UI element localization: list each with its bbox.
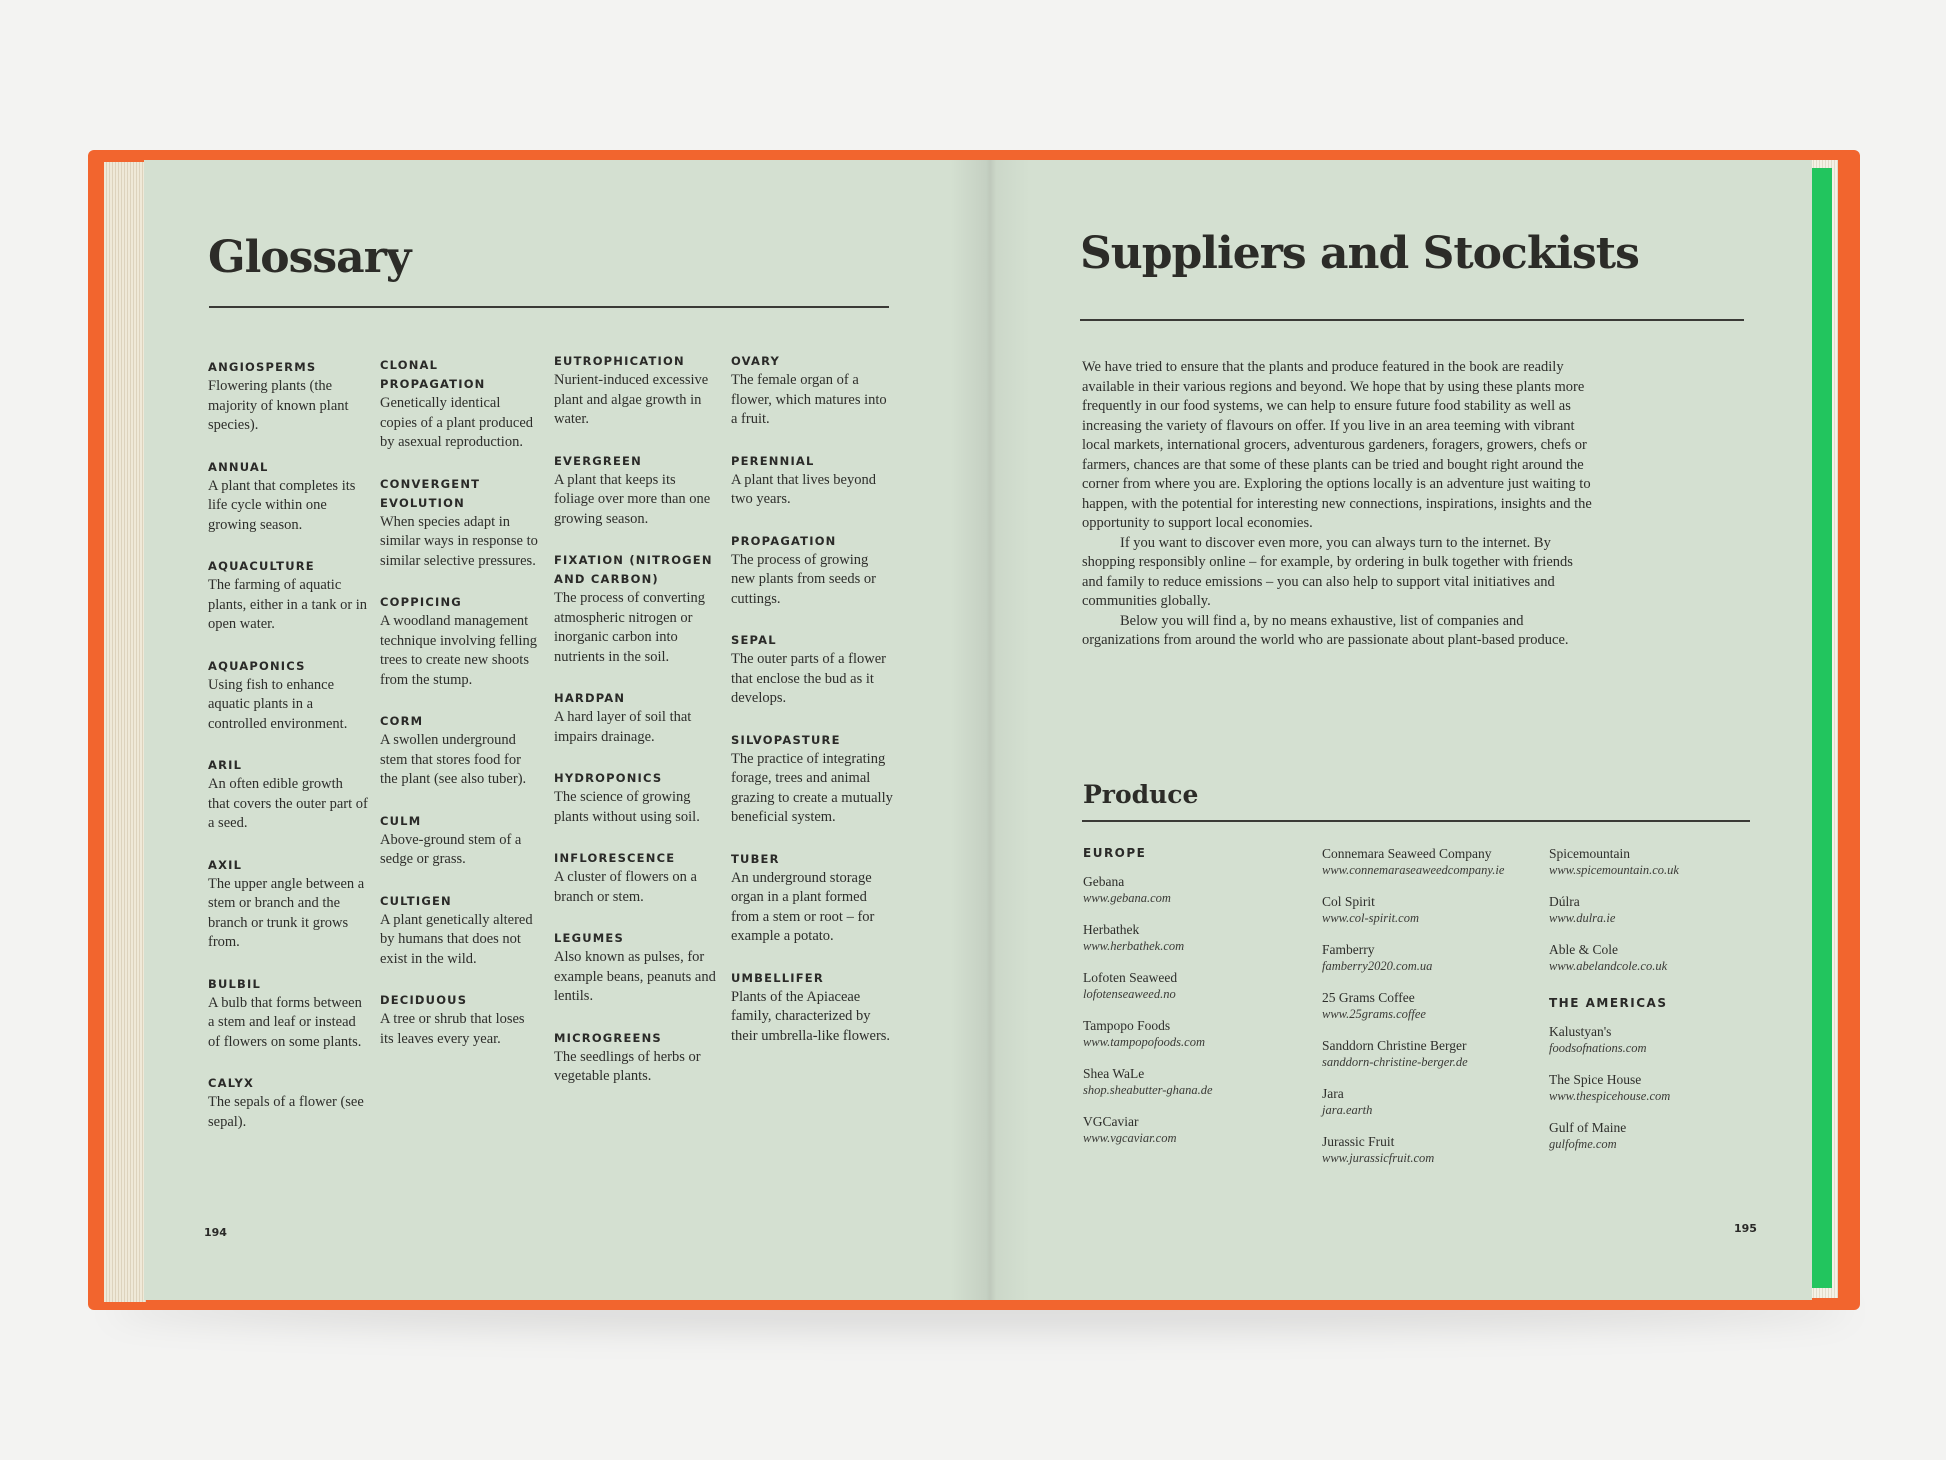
suppliers-intro bbox=[1082, 358, 1592, 651]
glossary-definition: A plant that lives beyond two years. bbox=[731, 471, 876, 507]
glossary-definition: A cluster of flowers on a branch or stem. bbox=[554, 869, 697, 905]
glossary-entry bbox=[731, 352, 896, 430]
glossary-term: PERENNIAL bbox=[731, 453, 815, 468]
supplier-url: famberry2020.com.ua bbox=[1322, 959, 1433, 973]
supplier-entry bbox=[1322, 1038, 1542, 1070]
glossary-definition: An often edible growth that covers the outer part of a seed. bbox=[208, 776, 368, 831]
glossary-definition: A plant that keeps its foliage over more than one growing season. bbox=[554, 471, 711, 527]
glossary-term: EVERGREEN bbox=[554, 453, 642, 468]
produce-rule bbox=[1082, 820, 1750, 822]
glossary-entry bbox=[380, 712, 540, 790]
glossary-term: ANNUAL bbox=[208, 459, 269, 474]
glossary-term: TUBER bbox=[731, 851, 780, 866]
glossary-column-1 bbox=[208, 358, 368, 1154]
produce-heading: Produce bbox=[1083, 780, 1199, 809]
supplier-name: Sanddorn Christine Berger bbox=[1322, 1038, 1467, 1053]
supplier-url: www.gebana.com bbox=[1083, 891, 1171, 905]
supplier-entry bbox=[1083, 1066, 1303, 1098]
supplier-name: Shea WaLe bbox=[1083, 1066, 1145, 1081]
supplier-name: The Spice House bbox=[1549, 1072, 1642, 1087]
glossary-definition: Flowering plants (the majority of known plant species). bbox=[208, 378, 349, 433]
glossary-entry bbox=[380, 356, 540, 453]
supplier-url: foodsofnations.com bbox=[1549, 1041, 1647, 1055]
supplier-url: www.thespicehouse.com bbox=[1549, 1089, 1671, 1103]
glossary-title-rule bbox=[209, 306, 889, 308]
supplier-url: www.spicemountain.co.uk bbox=[1549, 863, 1679, 877]
glossary-entry bbox=[554, 689, 719, 747]
supplier-name: Jurassic Fruit bbox=[1322, 1134, 1395, 1149]
glossary-term: LEGUMES bbox=[554, 931, 624, 945]
glossary-definition: The seedlings of herbs or vegetable plants. bbox=[554, 1048, 701, 1084]
glossary-entry bbox=[208, 358, 368, 436]
supplier-entry bbox=[1083, 922, 1303, 954]
glossary-definition: The process of growing new plants from seeds or cuttings. bbox=[731, 551, 876, 607]
glossary-entry bbox=[731, 850, 896, 947]
supplier-name: Famberry bbox=[1322, 942, 1375, 957]
glossary-term: HYDROPONICS bbox=[554, 771, 663, 785]
glossary-entry bbox=[554, 452, 719, 530]
glossary-term: BULBIL bbox=[208, 976, 262, 991]
glossary-entry bbox=[554, 929, 719, 1007]
glossary-entry bbox=[731, 631, 896, 709]
glossary-definition: Genetically identical copies of a plant produced by asexual reproduction. bbox=[380, 395, 534, 450]
glossary-definition: Nurient-induced excessive plant and algae growth in water. bbox=[554, 372, 709, 427]
glossary-definition: A hard layer of soil that impairs drainage. bbox=[554, 709, 692, 745]
glossary-definition: When species adapt in similar ways in response to similar selective pressures. bbox=[380, 513, 538, 569]
supplier-entry bbox=[1083, 1114, 1303, 1146]
glossary-definition: Also known as pulses, for example beans, peanuts and lentils. bbox=[554, 949, 716, 1004]
supplier-name: 25 Grams Coffee bbox=[1322, 990, 1415, 1005]
glossary-definition: The practice of integrating forage, trees and animal grazing to create a mutually beneficial system. bbox=[731, 750, 893, 825]
supplier-column-2 bbox=[1322, 846, 1542, 1182]
glossary-entry bbox=[731, 452, 896, 510]
supplier-entry bbox=[1083, 874, 1303, 906]
glossary-term: ANGIOSPERMS bbox=[208, 360, 317, 374]
glossary-definition: A plant genetically altered by humans that does not exist in the wild. bbox=[380, 911, 533, 967]
supplier-entry bbox=[1322, 942, 1542, 974]
supplier-name: Kalustyan's bbox=[1549, 1024, 1612, 1039]
glossary-entry bbox=[208, 975, 368, 1053]
glossary-term: CORM bbox=[380, 714, 424, 728]
page-edges-left bbox=[104, 162, 146, 1302]
suppliers-title-rule bbox=[1080, 319, 1744, 321]
supplier-column-1 bbox=[1083, 846, 1303, 1162]
supplier-entry bbox=[1083, 970, 1303, 1002]
supplier-entry bbox=[1549, 1120, 1749, 1152]
glossary-entry bbox=[380, 475, 540, 572]
glossary-column-2 bbox=[380, 356, 540, 1071]
supplier-entry bbox=[1549, 1072, 1749, 1104]
glossary-term: PROPAGATION bbox=[731, 533, 837, 548]
green-bookmark-strip bbox=[1812, 168, 1832, 1288]
supplier-name: Jara bbox=[1322, 1086, 1344, 1101]
glossary-term: UMBELLIFER bbox=[731, 970, 824, 985]
supplier-entry bbox=[1322, 1134, 1542, 1166]
glossary-definition: An underground storage organ in a plant formed from a stem or root – for example a potato. bbox=[731, 869, 875, 944]
glossary-term: FIXATION (NITROGEN AND CARBON) bbox=[554, 553, 713, 586]
glossary-term: CALYX bbox=[208, 1076, 255, 1090]
glossary-term: SEPAL bbox=[731, 633, 777, 647]
supplier-entry bbox=[1549, 1024, 1749, 1056]
glossary-entry bbox=[380, 812, 540, 870]
supplier-url: gulfofme.com bbox=[1549, 1137, 1617, 1151]
supplier-name: Connemara Seaweed Company bbox=[1322, 846, 1492, 861]
glossary-entry bbox=[208, 458, 368, 536]
supplier-name: Gulf of Maine bbox=[1549, 1120, 1627, 1135]
glossary-definition: A plant that completes its life cycle within one growing season. bbox=[208, 477, 356, 533]
glossary-term: ARIL bbox=[208, 758, 243, 772]
supplier-url: shop.sheabutter-ghana.de bbox=[1083, 1083, 1213, 1097]
intro-paragraph-1: We have tried to ensure that the plants and produce featured in the book are readily available in their various regions and beyond. We hope that by using these plants more frequently in our food systems, we can help to ensure future food stability as well as increasing the variety of flavours on offer. If you live in an area teeming with vibrant local markets, international grocers, adventurous gardeners, foragers, growers, chefs or farmers, chances are that some of these plants can be tried and bought right around the corner from where you are. Exploring the options locally is an adventure just waiting to happen, with the potential for interesting new connections, inspirations, insights and the opportunity to support local economies. bbox=[1082, 359, 1592, 531]
glossary-definition: A swollen underground stem that stores food for the plant (see also tuber). bbox=[380, 732, 527, 787]
region-heading: EUROPE bbox=[1083, 846, 1147, 860]
glossary-term: HARDPAN bbox=[554, 691, 626, 705]
supplier-url: lofotenseaweed.no bbox=[1083, 987, 1176, 1001]
glossary-term: CULM bbox=[380, 813, 422, 828]
glossary-term: MICROGREENS bbox=[554, 1030, 662, 1045]
glossary-term: INFLORESCENCE bbox=[554, 851, 676, 865]
glossary-definition: Plants of the Apiaceae family, characterized by their umbrella-like flowers. bbox=[731, 988, 891, 1044]
supplier-entry bbox=[1549, 894, 1749, 926]
glossary-definition: The female organ of a flower, which matures into a fruit. bbox=[731, 372, 887, 427]
supplier-entry bbox=[1549, 942, 1749, 974]
supplier-url: www.herbathek.com bbox=[1083, 939, 1185, 953]
supplier-url: www.connemaraseaweedcompany.ie bbox=[1322, 863, 1505, 877]
glossary-entry bbox=[731, 969, 896, 1047]
page-number-left: 194 bbox=[204, 1226, 227, 1239]
glossary-term: SILVOPASTURE bbox=[731, 732, 841, 747]
supplier-entry bbox=[1322, 990, 1542, 1022]
glossary-entry bbox=[554, 1029, 719, 1087]
supplier-url: www.dulra.ie bbox=[1549, 911, 1616, 925]
region-heading: THE AMERICAS bbox=[1549, 996, 1668, 1010]
glossary-term: DECIDUOUS bbox=[380, 993, 468, 1007]
supplier-name: Dúlra bbox=[1549, 894, 1580, 909]
glossary-definition: The upper angle between a stem or branch and the branch or trunk it grows from. bbox=[208, 875, 365, 950]
supplier-entry bbox=[1322, 846, 1542, 878]
intro-paragraph-2: If you want to discover even more, you can always turn to the internet. By shopping responsibly online – for example, by ordering in bulk together with friends and family to reduce emissions – you can also help to support vital initiatives and communities globally. bbox=[1082, 534, 1573, 609]
glossary-entry bbox=[554, 769, 719, 827]
glossary-definition: The outer parts of a flower that enclose the bud as it develops. bbox=[731, 651, 887, 706]
supplier-url: jara.earth bbox=[1322, 1103, 1373, 1117]
supplier-name: Gebana bbox=[1083, 874, 1125, 889]
glossary-entry bbox=[208, 756, 368, 834]
glossary-term: CULTIGEN bbox=[380, 893, 452, 908]
glossary-title: Glossary bbox=[208, 232, 411, 283]
glossary-entry bbox=[731, 731, 896, 828]
glossary-column-3 bbox=[554, 352, 719, 1109]
glossary-entry bbox=[554, 551, 719, 667]
glossary-entry bbox=[208, 1074, 368, 1132]
glossary-definition: The farming of aquatic plants, either in a tank or in open water. bbox=[208, 577, 368, 632]
glossary-entry bbox=[208, 557, 368, 635]
glossary-definition: The science of growing plants without using soil. bbox=[554, 789, 700, 825]
suppliers-title: Suppliers and Stockists bbox=[1080, 228, 1639, 279]
glossary-term: AQUAPONICS bbox=[208, 658, 306, 673]
glossary-term: OVARY bbox=[731, 354, 781, 368]
supplier-name: Col Spirit bbox=[1322, 894, 1375, 909]
supplier-url: www.col-spirit.com bbox=[1322, 911, 1419, 925]
supplier-name: Able & Cole bbox=[1549, 942, 1618, 957]
supplier-entry bbox=[1083, 1018, 1303, 1050]
glossary-column-4 bbox=[731, 352, 896, 1068]
supplier-name: VGCaviar bbox=[1083, 1114, 1139, 1129]
supplier-url: www.tampopofoods.com bbox=[1083, 1035, 1205, 1049]
supplier-url: www.25grams.coffee bbox=[1322, 1007, 1426, 1021]
glossary-definition: A woodland management technique involving felling trees to create new shoots from the stump. bbox=[380, 613, 538, 688]
glossary-definition: Using fish to enhance aquatic plants in a controlled environment. bbox=[208, 676, 348, 732]
glossary-entry bbox=[380, 593, 540, 690]
page-number-right: 195 bbox=[1734, 1222, 1757, 1235]
glossary-entry bbox=[554, 352, 719, 430]
glossary-term: AXIL bbox=[208, 857, 243, 872]
glossary-entry bbox=[380, 991, 540, 1049]
glossary-entry bbox=[208, 856, 368, 953]
supplier-url: www.abelandcole.co.uk bbox=[1549, 959, 1668, 973]
glossary-definition: A bulb that forms between a stem and leaf or instead of flowers on some plants. bbox=[208, 994, 362, 1050]
glossary-term: EUTROPHICATION bbox=[554, 354, 685, 368]
glossary-term: CONVERGENT EVOLUTION bbox=[380, 476, 481, 510]
supplier-entry bbox=[1322, 894, 1542, 926]
supplier-url: www.jurassicfruit.com bbox=[1322, 1151, 1435, 1165]
intro-paragraph-3: Below you will find a, by no means exhaustive, list of companies and organizations from around the world who are passionate about plant-based produce. bbox=[1082, 612, 1569, 648]
glossary-entry bbox=[380, 892, 540, 970]
supplier-name: Herbathek bbox=[1083, 922, 1140, 937]
glossary-entry bbox=[208, 657, 368, 735]
supplier-url: sanddorn-christine-berger.de bbox=[1322, 1055, 1468, 1069]
supplier-column-3 bbox=[1549, 846, 1749, 1168]
supplier-name: Tampopo Foods bbox=[1083, 1018, 1171, 1033]
supplier-entry bbox=[1549, 846, 1749, 878]
glossary-term: AQUACULTURE bbox=[208, 559, 315, 573]
supplier-entry bbox=[1322, 1086, 1542, 1118]
glossary-entry bbox=[731, 532, 896, 610]
glossary-definition: Above-ground stem of a sedge or grass. bbox=[380, 831, 522, 867]
glossary-term: CLONAL PROPAGATION bbox=[380, 358, 486, 391]
supplier-name: Lofoten Seaweed bbox=[1083, 970, 1178, 985]
glossary-definition: The process of converting atmospheric nitrogen or inorganic carbon into nutrients in the soil. bbox=[554, 590, 705, 665]
glossary-term: COPPICING bbox=[380, 595, 462, 609]
supplier-url: www.vgcaviar.com bbox=[1083, 1131, 1177, 1145]
glossary-definition: A tree or shrub that loses its leaves every year. bbox=[380, 1011, 525, 1047]
glossary-definition: The sepals of a flower (see sepal). bbox=[208, 1094, 364, 1130]
glossary-entry bbox=[554, 849, 719, 907]
supplier-name: Spicemountain bbox=[1549, 846, 1630, 861]
